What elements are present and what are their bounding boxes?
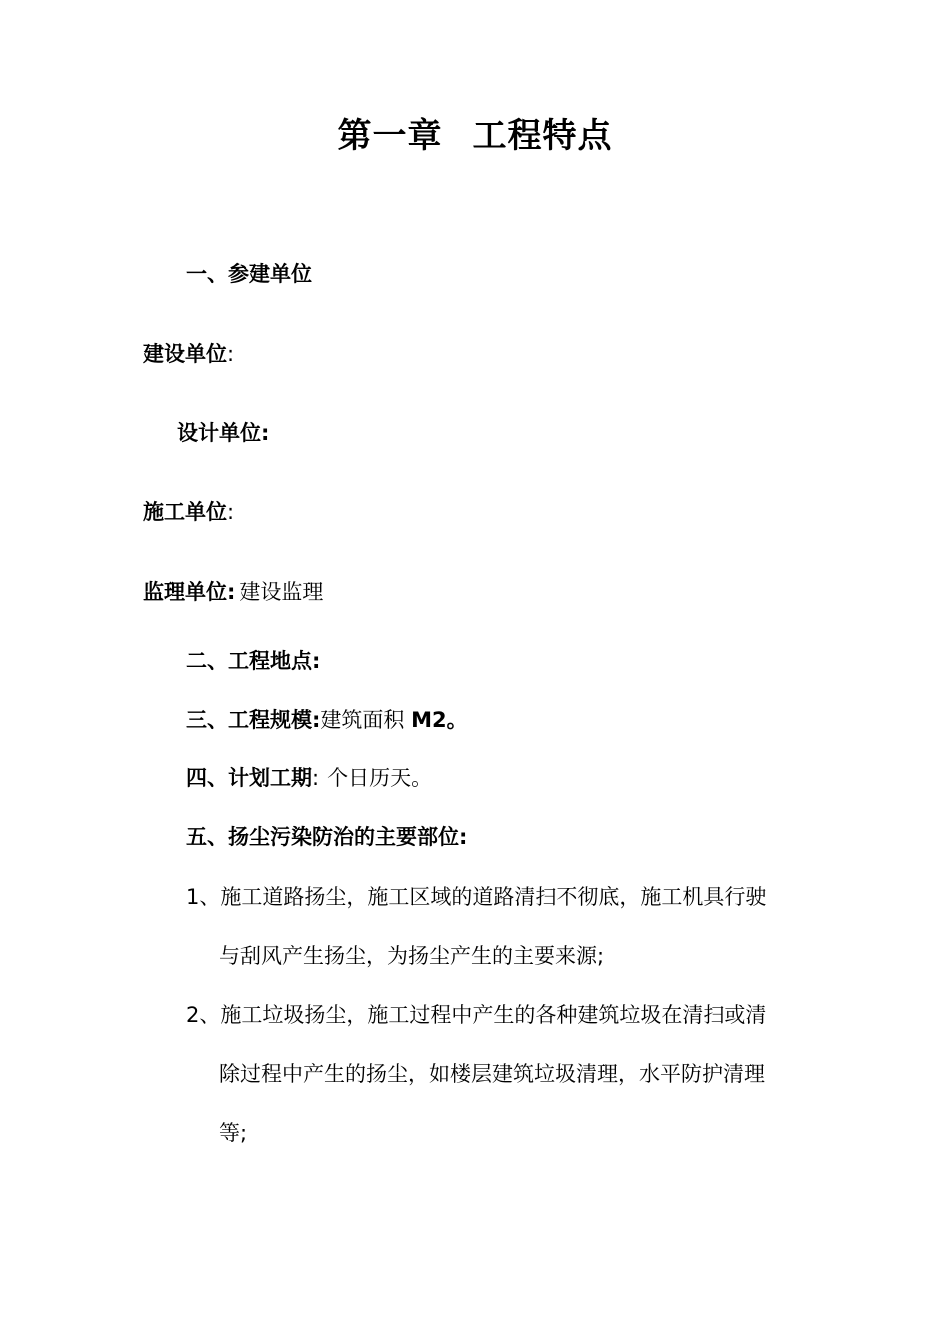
schedule-row	[186, 762, 432, 794]
list-item-1-line-1: 1、施工道路扬尘，施工区域的道路清扫不彻底，施工机具行驶	[186, 885, 767, 909]
section-heading-scale: 三、工程规模:	[186, 708, 321, 732]
supervisor-unit-value: 建设监理	[239, 580, 324, 604]
chapter-title: 工程特点	[472, 116, 613, 156]
list-item-2-line-2: 除过程中产生的扬尘，如楼层建筑垃圾清理，水平防护清理	[219, 1062, 765, 1086]
builder-unit-colon: :	[227, 342, 235, 366]
designer-unit-label: 设计单位:	[177, 421, 270, 445]
builder-unit-label: 建设单位	[143, 342, 227, 366]
section-heading-dust-sources: 五、扬尘污染防治的主要部位:	[186, 825, 468, 849]
builder-unit-row	[143, 338, 234, 370]
contractor-unit-row	[143, 496, 234, 528]
schedule-colon: :	[312, 766, 320, 790]
supervisor-unit-label: 监理单位:	[143, 580, 236, 604]
chapter-number: 第一章	[337, 116, 443, 156]
list-item-1-line-2: 与刮风产生扬尘，为扬尘产生的主要来源;	[219, 944, 605, 968]
section-heading-participants: 一、参建单位	[186, 262, 312, 286]
contractor-unit-colon: :	[227, 500, 235, 524]
page-title	[0, 108, 950, 157]
scale-unit: M2。	[411, 708, 468, 732]
list-item-2-line-3: 等;	[219, 1121, 248, 1145]
schedule-value: 个日历天。	[327, 766, 433, 790]
section-heading-schedule: 四、计划工期	[186, 766, 312, 790]
section-heading-location: 二、工程地点:	[186, 649, 321, 673]
project-scale-row	[186, 704, 468, 736]
scale-value: 建筑面积	[320, 708, 412, 732]
contractor-unit-label: 施工单位	[143, 500, 227, 524]
list-item-2-line-1: 2、施工垃圾扬尘，施工过程中产生的各种建筑垃圾在清扫或清	[186, 1003, 767, 1027]
supervisor-unit-row	[143, 576, 323, 608]
